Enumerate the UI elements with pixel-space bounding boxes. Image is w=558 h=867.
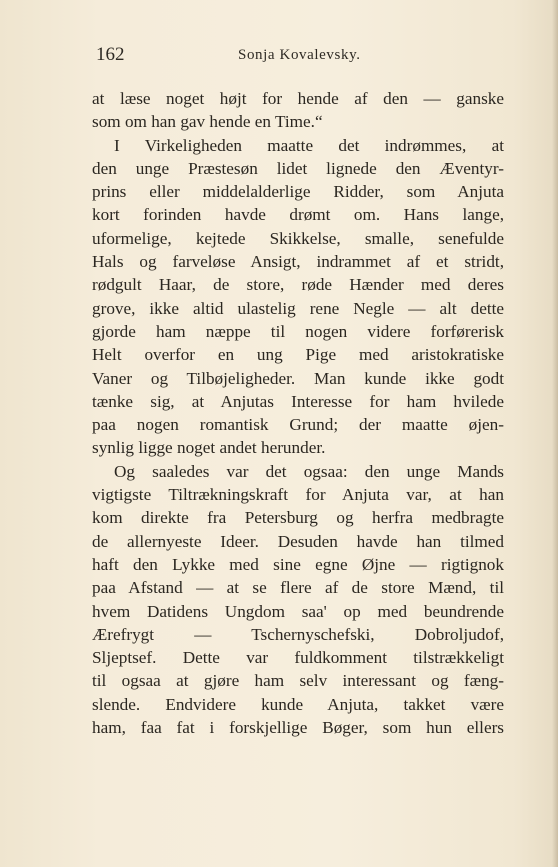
text-line: de allernyeste Ideer. Desuden havde han tilmed <box>92 531 504 551</box>
page-header <box>96 44 516 68</box>
text-line: rødgult Haar, de store, røde Hænder med deres <box>92 275 504 295</box>
page-edge-shadow <box>552 0 558 867</box>
text-line: kom direkte fra Petersburg og herfra medbragte <box>92 508 504 528</box>
text-line: Vaner og Tilbøjeligheder. Man kunde ikke godt <box>92 368 504 388</box>
text-line: Og saaledes var det ogsaa: den unge Mands <box>114 461 504 481</box>
text-line: hvem Datidens Ungdom saa' op med beundrende <box>92 601 504 621</box>
text-line: synlig ligge noget andet herunder. <box>92 438 326 458</box>
page-number: 162 <box>96 44 125 65</box>
text-line: tænke sig, at Anjutas Interesse for ham hvilede <box>92 391 504 411</box>
text-line: til ogsaa at gjøre ham selv interessant og fæng- <box>92 671 504 691</box>
text-line: som om han gav hende en Time.“ <box>92 112 323 132</box>
text-line: paa nogen romantisk Grund; der maatte øjen- <box>92 415 504 435</box>
text-line: uformelige, kejtede Skikkelse, smalle, senefulde <box>92 228 504 248</box>
text-line: at læse noget højt for hende af den — ganske <box>92 89 504 108</box>
text-line: ham, faa fat i forskjellige Bøger, som hun ellers <box>92 718 504 738</box>
text-line: den unge Præstesøn lidet lignede den Æventyr- <box>92 158 504 178</box>
text-line: grove, ikke altid ulastelig rene Negle — alt dette <box>92 298 504 318</box>
body-text <box>92 87 504 739</box>
text-line: gjorde ham næppe til nogen videre forførerisk <box>92 321 504 341</box>
text-line: prins eller middelalderlige Ridder, som Anjuta <box>92 182 504 202</box>
text-line: haft den Lykke med sine egne Øjne — rigtignok <box>92 554 504 574</box>
running-head: Sonja Kovalevsky. <box>238 47 361 63</box>
text-line: vigtigste Tiltrækningskraft for Anjuta var, at han <box>92 485 504 505</box>
text-line: Hals og farveløse Ansigt, indrammet af et stridt, <box>92 252 504 272</box>
text-line: Helt overfor en ung Pige med aristokratiske <box>92 345 504 365</box>
text-line: Ærefrygt — Tschernyschefski, Dobroljudof, <box>92 624 504 644</box>
text-line: I Virkeligheden maatte det indrømmes, at <box>114 135 504 155</box>
text-line: kort forinden havde drømt om. Hans lange, <box>92 205 504 225</box>
text-line: Sljeptsef. Dette var fuldkomment tilstrækkeligt <box>92 648 504 668</box>
text-line: paa Afstand — at se flere af de store Mænd, til <box>92 578 504 598</box>
text-line: slende. Endvidere kunde Anjuta, takket være <box>92 694 504 714</box>
